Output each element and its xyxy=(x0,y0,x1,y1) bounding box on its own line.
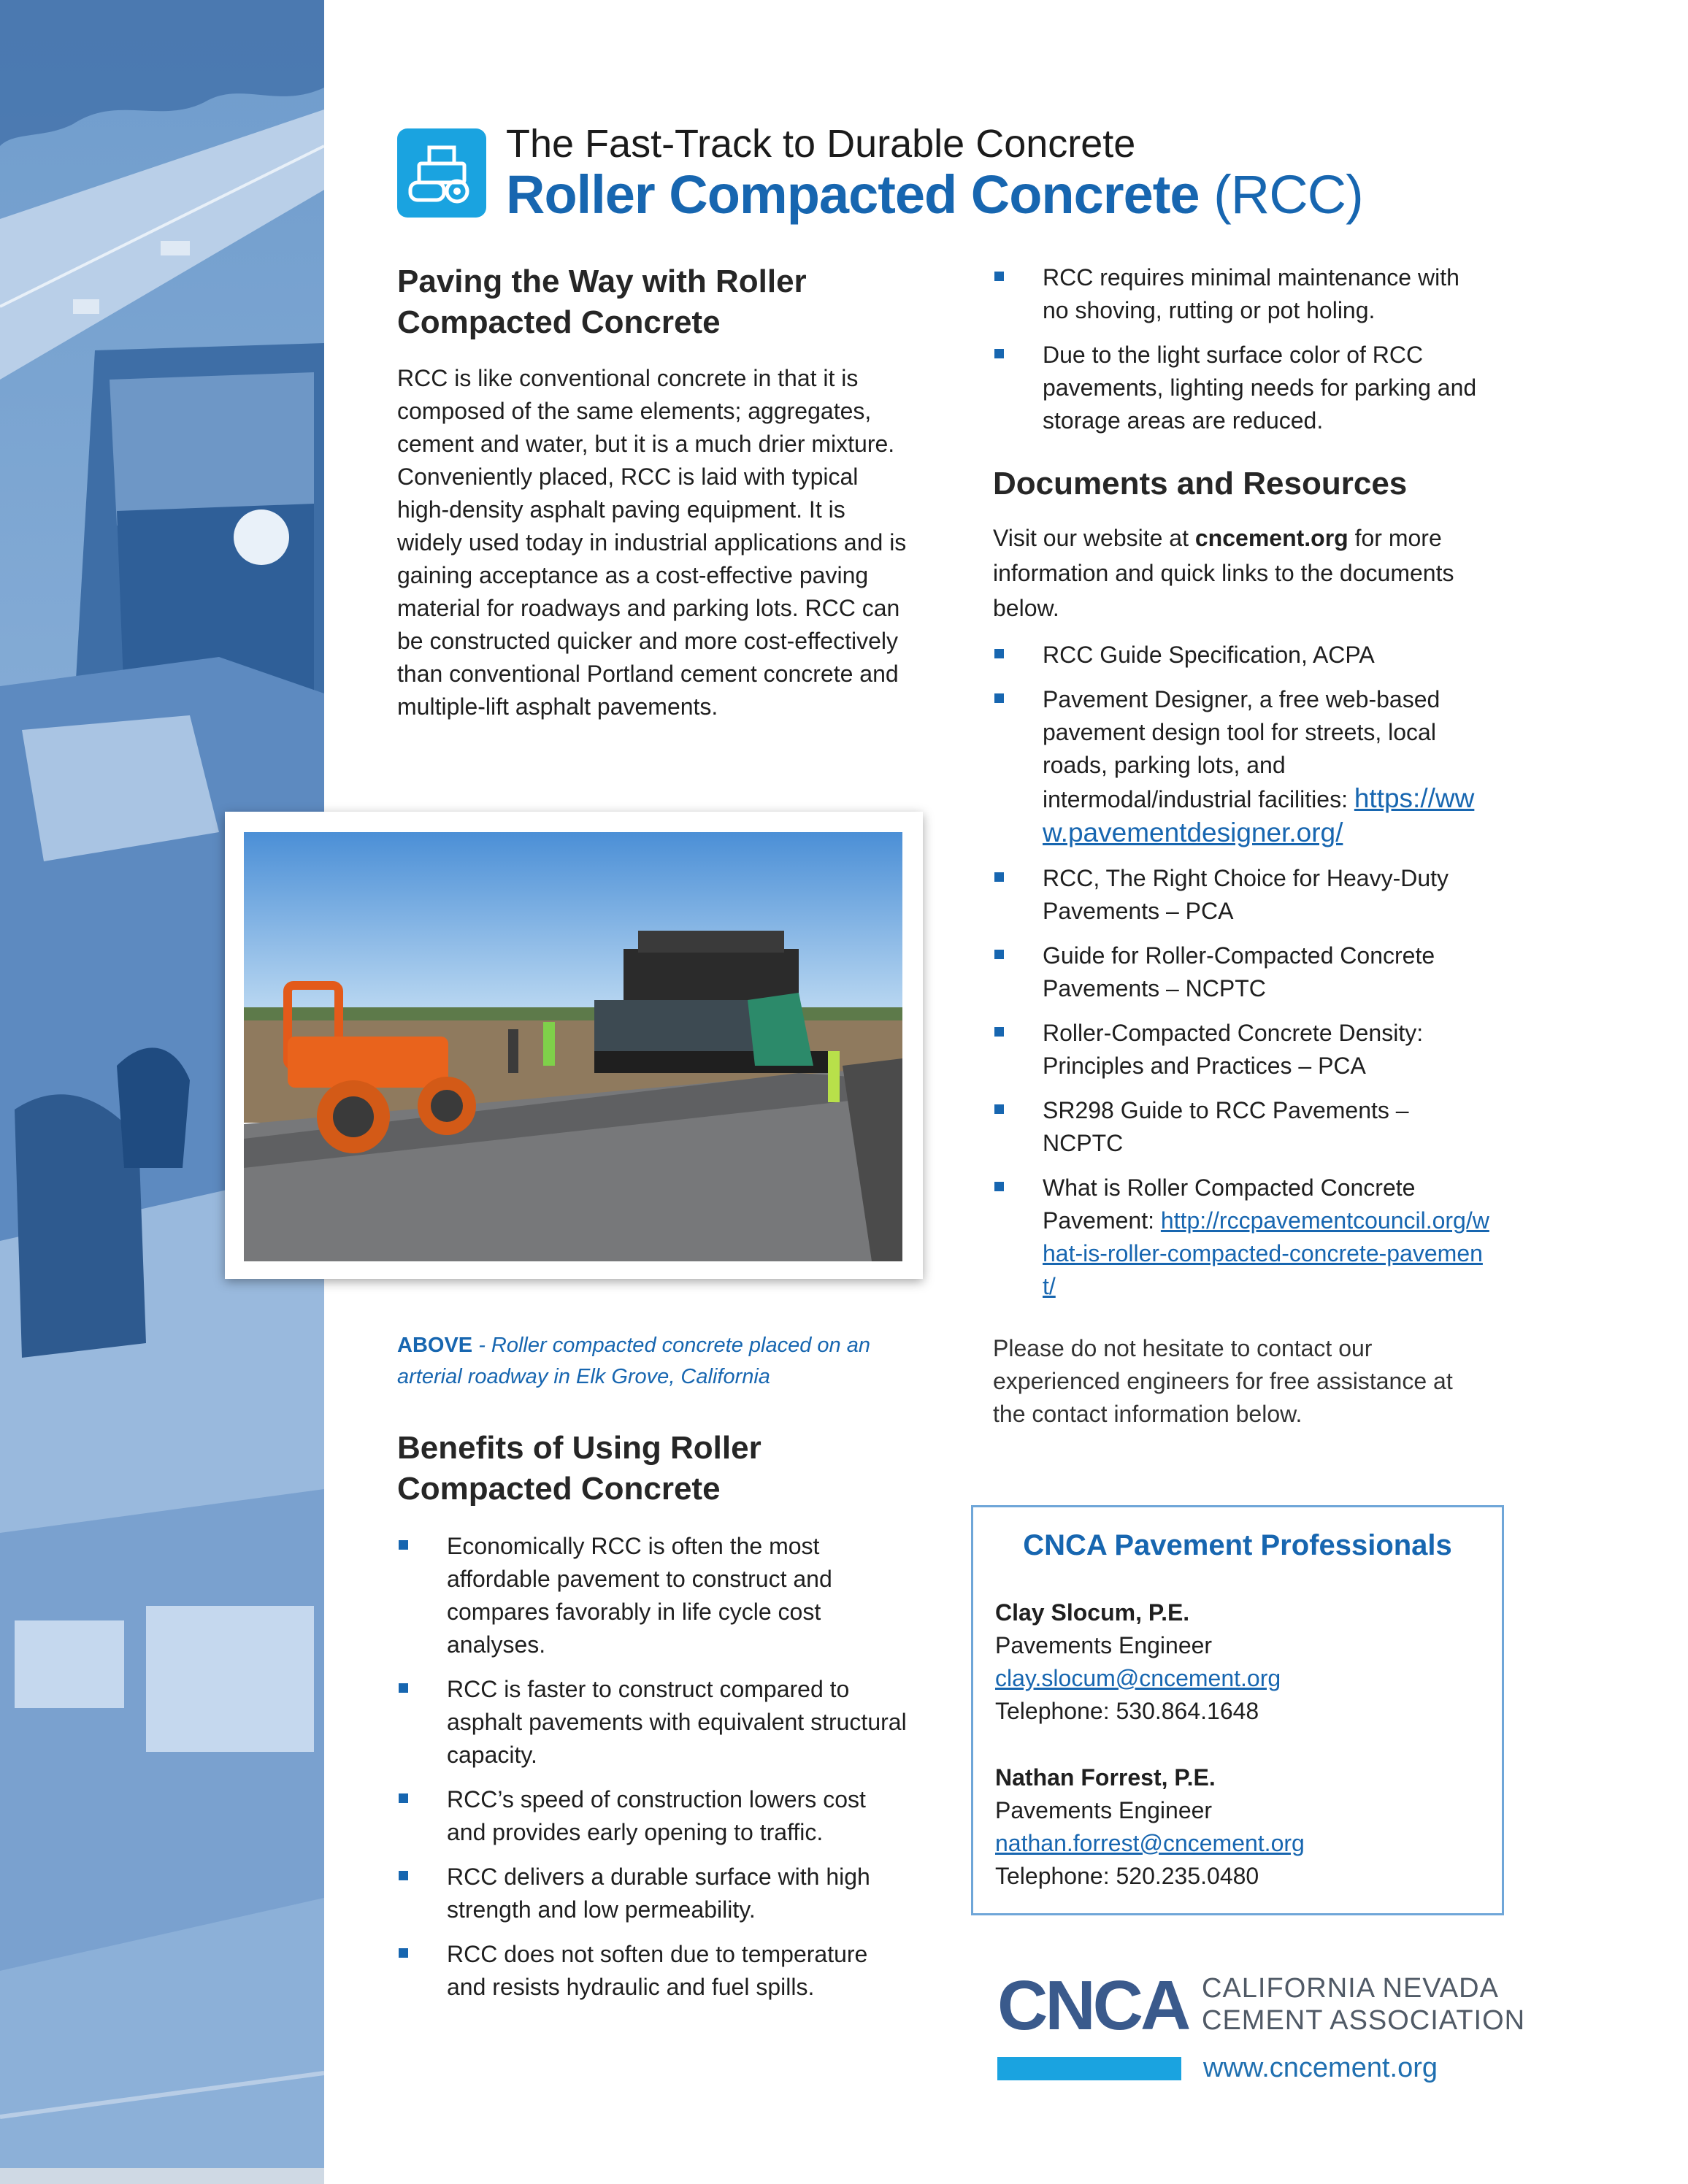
list-item: RCC Guide Specification, ACPA xyxy=(993,639,1489,672)
list-item: RCC’s speed of construction lowers cost and provides early opening to traffic. xyxy=(397,1783,908,1849)
paving-photo xyxy=(225,812,923,1279)
contact-email[interactable]: clay.slocum@cncement.org xyxy=(995,1665,1281,1691)
contact-phone: Telephone: 530.864.1648 xyxy=(995,1698,1259,1724)
list-item: RCC does not soften due to temperature and resists hydraulic and fuel spills. xyxy=(397,1938,908,2004)
list-item: Due to the light surface color of RCC pavements, lighting needs for parking and storage areas are reduced. xyxy=(993,339,1489,437)
cnca-logo-text: CNCA xyxy=(997,1966,1189,2045)
list-item: Roller-Compacted Concrete Density: Principles and Practices – PCA xyxy=(993,1017,1489,1083)
list-item: RCC, The Right Choice for Heavy-Duty Pavements – PCA xyxy=(993,862,1489,928)
benefits-heading: Benefits of Using Roller Compacted Concrete xyxy=(397,1430,761,1507)
resources-list xyxy=(993,639,1489,1303)
caption-text: - Roller compacted concrete placed on an arterial roadway in Elk Grove, California xyxy=(397,1334,870,1388)
left-column xyxy=(397,261,908,723)
header-kicker: The Fast-Track to Durable Concrete xyxy=(506,122,1136,166)
benefits-list xyxy=(397,1530,908,2004)
right-column xyxy=(993,261,1489,1431)
closing-text: Please do not hesitate to contact our experienced engineers for free assistance at the contact information below. xyxy=(993,1335,1453,1427)
benefits-section xyxy=(397,1428,908,2004)
page-title xyxy=(506,164,1363,226)
rcc-paving-image xyxy=(244,832,902,1261)
contact-person xyxy=(995,1596,1281,1728)
contact-role: Pavements Engineer xyxy=(995,1797,1213,1823)
contact-name: Nathan Forrest, P.E. xyxy=(995,1764,1216,1791)
intro-body: RCC is like conventional concrete in that it is composed of the same elements; aggregates, cement and water, but it is a much drier mixture. Conveniently placed, RCC is laid with typical high-density asphalt paving equipment. It is widely used today in industrial applications and is gaining acceptance as a cost-effective paving material for roadways and parking lots. RCC can be constructed quicker and more cost-effectively than conventional Portland cement concrete and multiple-lift asphalt pavements. xyxy=(397,365,907,720)
list-item: Pavement Designer, a free web-based pavement design tool for streets, local roads, parking lots, and intermodal/industrial facilities: https://www.pavementdesigner.org/ xyxy=(993,683,1489,850)
intro-heading: Paving the Way with Roller Compacted Concrete xyxy=(397,264,807,340)
list-item: RCC delivers a durable surface with high strength and low permeability. xyxy=(397,1861,908,1926)
contact-phone: Telephone: 520.235.0480 xyxy=(995,1863,1259,1889)
photo-caption xyxy=(397,1330,908,1393)
title-suffix: (RCC) xyxy=(1213,164,1363,225)
resources-heading: Documents and Resources xyxy=(993,466,1408,501)
org-name: CALIFORNIA NEVADA CEMENT ASSOCIATION xyxy=(1202,1973,1526,2036)
list-item: Guide for Roller-Compacted Concrete Pavements – NCPTC xyxy=(993,939,1489,1005)
contact-name: Clay Slocum, P.E. xyxy=(995,1599,1190,1626)
list-item: RCC requires minimal maintenance with no shoving, rutting or pot holing. xyxy=(993,261,1489,327)
pavement-designer-link[interactable]: https://www.pavementdesigner.org/ xyxy=(1043,783,1475,847)
title-bold: Roller Compacted Concrete xyxy=(506,164,1200,225)
contact-person xyxy=(995,1761,1305,1893)
logo-bar xyxy=(997,2057,1181,2080)
roller-icon xyxy=(397,128,486,218)
rccp-council-link[interactable]: http://rccpavementcouncil.org/what-is-roller-compacted-concrete-pavement/ xyxy=(1043,1207,1489,1299)
caption-lead: ABOVE xyxy=(397,1334,473,1357)
website-name: cncement.org xyxy=(1194,525,1349,551)
contact-email[interactable]: nathan.forrest@cncement.org xyxy=(995,1830,1305,1856)
cnca-logo xyxy=(997,1966,1189,2080)
org-url[interactable]: www.cncement.org xyxy=(1203,2053,1438,2083)
benefits-list-continued xyxy=(993,261,1489,437)
contact-heading: CNCA Pavement Professionals xyxy=(1023,1529,1452,1561)
contact-role: Pavements Engineer xyxy=(995,1632,1213,1658)
list-item: What is Roller Compacted Concrete Pavement: http://rccpavementcouncil.org/what-is-roller-compacted-concrete-pavement/ xyxy=(993,1172,1489,1303)
contact-box xyxy=(971,1505,1504,1915)
list-item: SR298 Guide to RCC Pavements – NCPTC xyxy=(993,1094,1489,1160)
list-item: RCC is faster to construct compared to asphalt pavements with equivalent structural capacity. xyxy=(397,1673,908,1772)
list-item: Economically RCC is often the most affordable pavement to construct and compares favorably in life cycle cost analyses. xyxy=(397,1530,908,1661)
resources-intro: Visit our website at cncement.org for more information and quick links to the documents below. xyxy=(993,525,1454,621)
